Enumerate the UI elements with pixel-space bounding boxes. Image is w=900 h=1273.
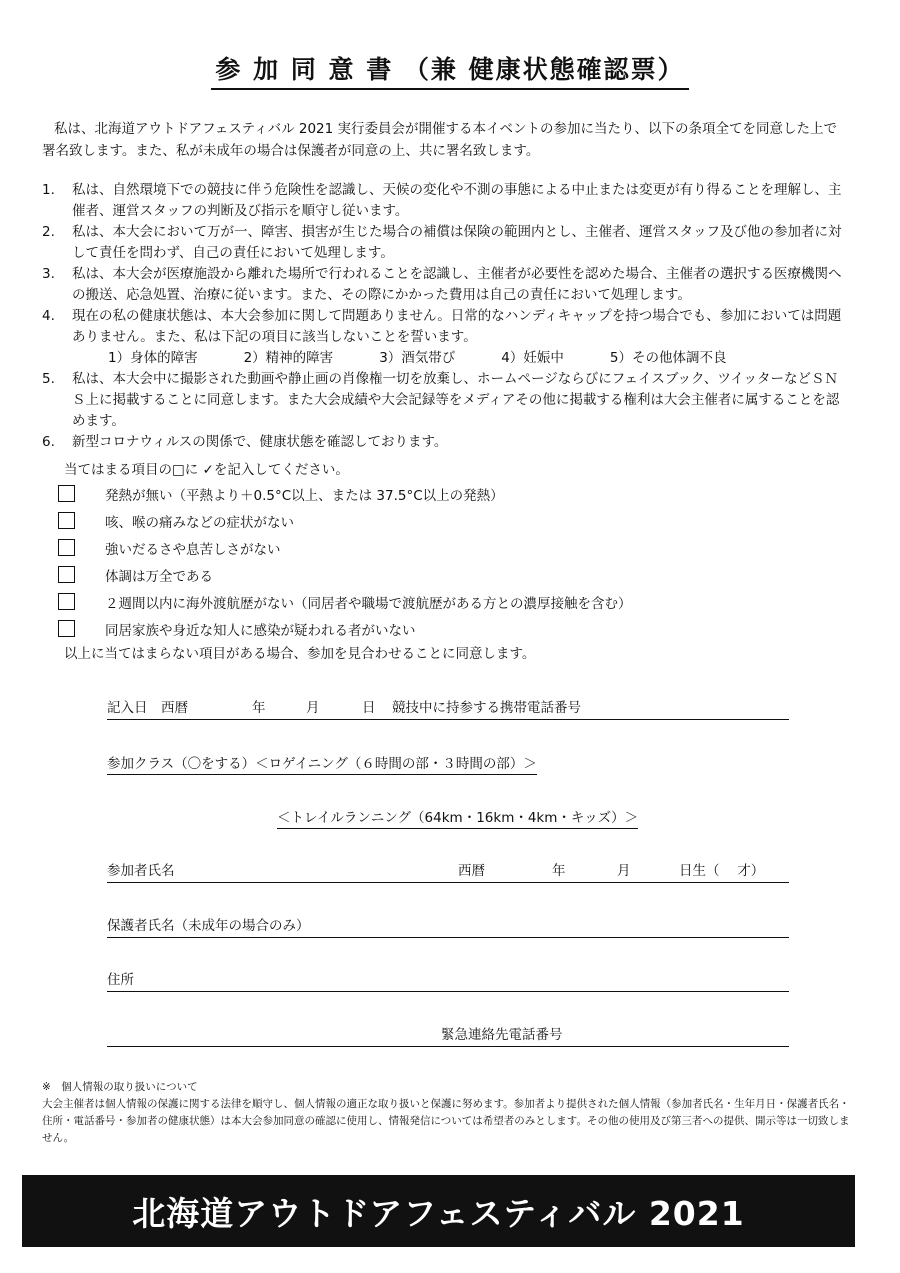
checklist-label: 発熱が無い（平熱より＋0.5°C以上、または 37.5°C以上の発熱）: [105, 487, 504, 504]
day-label: 日: [362, 700, 376, 716]
term-number: 6.: [42, 434, 55, 450]
phone-label: 競技中に持参する携帯電話番号: [392, 700, 581, 716]
checklist-label: 体調は万全である: [105, 568, 213, 585]
page-title: [0, 50, 900, 90]
condition-list: [42, 348, 850, 369]
address-field[interactable]: [107, 969, 789, 992]
term-item-4: [42, 306, 850, 348]
trail-class-field[interactable]: [277, 806, 638, 826]
trail-class-label: ＜トレイルランニング（64km・16km・4km・キッズ）＞: [277, 810, 638, 829]
checkbox[interactable]: [58, 593, 75, 610]
agreement-statement: 以上に当てはまらない項目がある場合、参加を見合わせることに同意します。: [64, 646, 536, 662]
term-text: 私は、本大会が医療施設から離れた場所で行われることを認識し、主催者が必要性を認めた場合、主催者の選択する医療機関への搬送、応急処置、治療に従います。また、その際にかかった費用は自己の責任において処理します。: [72, 266, 842, 303]
checkbox[interactable]: [58, 620, 75, 637]
date-phone-field[interactable]: [107, 697, 789, 720]
condition-item: 1）身体的障害: [108, 350, 198, 366]
term-number: 3.: [42, 266, 55, 282]
year-label: 年: [252, 700, 266, 716]
term-item-3: [42, 264, 850, 306]
term-text: 現在の私の健康状態は、本大会参加に関して問題ありません。日常的なハンディキャップを持つ場合でも、参加においては問題ありません。また、私は下記の項目に該当しないことを誓います。: [72, 308, 842, 345]
emergency-phone-field[interactable]: [107, 1024, 789, 1047]
privacy-notes: [42, 1079, 854, 1147]
checklist-label: ２週間以内に海外渡航歴がない（同居者や職場で渡航歴がある方との濃厚接触を含む）: [105, 595, 632, 612]
term-number: 1.: [42, 182, 55, 198]
checklist-row: [58, 588, 632, 615]
term-number: 4.: [42, 308, 55, 324]
condition-item: 3）酒気帯び: [379, 350, 456, 366]
month-label: 月: [306, 700, 320, 716]
participant-name-field[interactable]: [107, 860, 789, 883]
birth-month-label: 月: [617, 863, 631, 879]
checklist-row: [58, 534, 632, 561]
birth-year-label: 年: [552, 863, 566, 879]
terms-list: [42, 180, 850, 453]
class-label: 参加クラス（〇をする）＜ロゲイニング（６時間の部・３時間の部）＞: [107, 756, 537, 775]
checkbox[interactable]: [58, 539, 75, 556]
term-text: 新型コロナウィルスの関係で、健康状態を確認しております。: [72, 434, 448, 450]
banner-text: 北海道アウトドアフェスティバル 2021: [132, 1193, 745, 1233]
class-field[interactable]: [107, 752, 537, 772]
guardian-name-field[interactable]: [107, 915, 789, 938]
checklist-row: [58, 480, 632, 507]
title-text: 参 加 同 意 書 （兼 健康状態確認票）: [211, 50, 688, 90]
condition-item: 4）妊娠中: [501, 350, 564, 366]
birth-suffix-label: 日生（ 才）: [679, 863, 765, 879]
checkbox[interactable]: [58, 566, 75, 583]
participant-name-label: 参加者氏名: [107, 863, 175, 879]
health-checklist: [58, 480, 632, 642]
checklist-row: [58, 561, 632, 588]
checklist-row: [58, 507, 632, 534]
term-text: 私は、本大会中に撮影された動画や静止画の肖像権一切を放棄し、ホームページならびにフェイスブック、ツイッターなどＳＮＳ上に掲載することに同意します。また大会成績や大会記録等をメディアその他に掲載する権利は大会主催者に属することを認めます。: [72, 371, 840, 429]
term-item-5: [42, 369, 850, 432]
privacy-heading: ※ 個人情報の取り扱いについて: [42, 1081, 198, 1093]
check-instruction: 当てはまる項目の□に ✓を記入してください。: [64, 462, 349, 478]
term-number: 5.: [42, 371, 55, 387]
term-number: 2.: [42, 224, 55, 240]
privacy-body: 大会主催者は個人情報の保護に関する法律を順守し、個人情報の適正な取り扱いと保護に努めます。参加者より提供された個人情報（参加者氏名・生年月日・保護者氏名・住所・電話番号・参加者の健康状態）は本大会参加同意の確認に使用し、情報発信については希望者のみとします。その他の使用及び第三者への提供、開示等は一切致しません。: [42, 1098, 850, 1144]
era-label: 西暦: [458, 863, 485, 879]
event-banner: [22, 1175, 855, 1247]
emergency-label: 緊急連絡先電話番号: [441, 1027, 563, 1043]
term-text: 私は、本大会において万が一、障害、損害が生じた場合の補償は保険の範囲内とし、主催者、運営スタッフ及び他の参加者に対して責任を問わず、自己の責任において処理します。: [72, 224, 842, 261]
term-item-2: [42, 222, 850, 264]
term-item-1: [42, 180, 850, 222]
checklist-label: 同居家族や身近な知人に感染が疑われる者がいない: [105, 622, 416, 639]
condition-item: 5）その他体調不良: [609, 350, 727, 366]
checkbox[interactable]: [58, 512, 75, 529]
checklist-label: 強いだるさや息苦しさがない: [105, 541, 281, 558]
checkbox[interactable]: [58, 485, 75, 502]
checklist-row: [58, 615, 632, 642]
condition-item: 2）精神的障害: [243, 350, 334, 366]
term-item-6: [42, 432, 850, 453]
intro-paragraph: 私は、北海道アウトドアフェスティバル 2021 実行委員会が開催する本イベントの参加に当たり、以下の条項全てを同意した上で署名致します。また、私が未成年の場合は保護者が同意の上、共に署名致します。: [42, 121, 838, 159]
guardian-label: 保護者氏名（未成年の場合のみ）: [107, 918, 310, 934]
checklist-label: 咳、喉の痛みなどの症状がない: [105, 514, 294, 531]
term-text: 私は、自然環境下での競技に伴う危険性を認識し、天候の変化や不測の事態による中止または変更が有り得ることを理解し、主催者、運営スタッフの判断及び指示を順守し従います。: [72, 182, 842, 219]
address-label: 住所: [107, 972, 134, 988]
date-label: 記入日 西暦: [107, 700, 188, 716]
